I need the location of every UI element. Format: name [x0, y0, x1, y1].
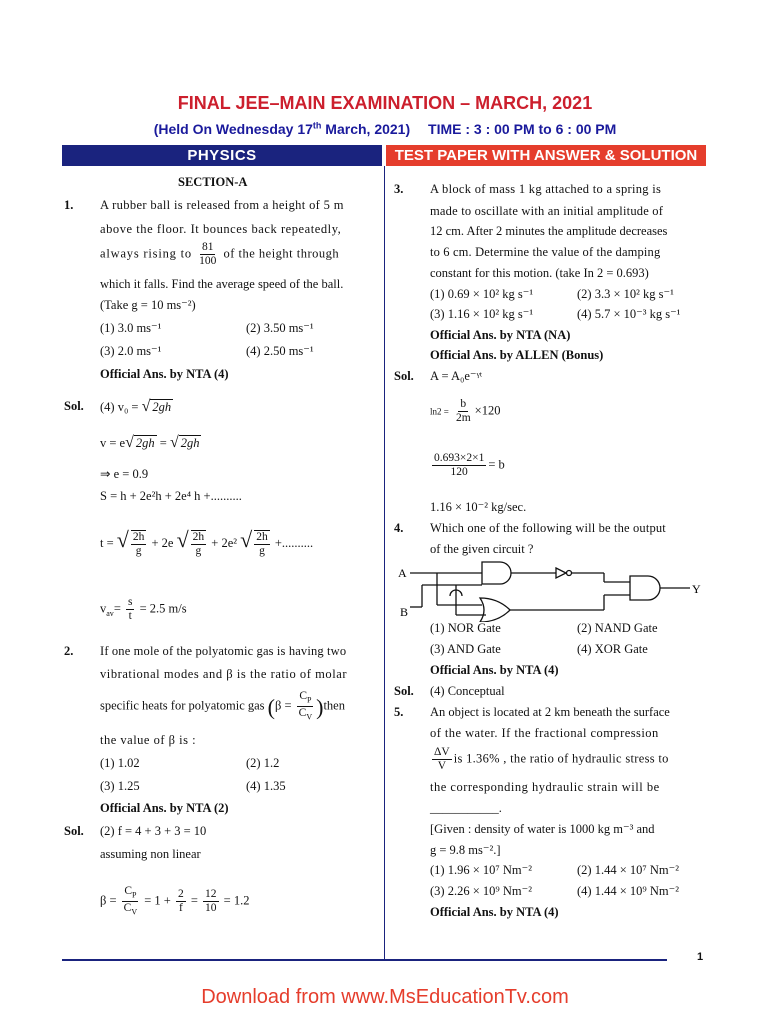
output-y-label: Y — [692, 582, 701, 596]
q1-line2: above the floor. It bounces back repeatedly, — [100, 222, 342, 236]
q1-line5: (Take g = 10 ms⁻²) — [100, 298, 196, 312]
q1-line1: A rubber ball is released from a height of 5 m — [100, 198, 344, 212]
solution-label: Sol. — [64, 399, 84, 413]
question-number: 2. — [64, 644, 74, 658]
q3-line1: A block of mass 1 kg attached to a spring is — [430, 182, 662, 196]
sol2-line1: (2) f = 4 + 3 + 3 = 10 — [100, 824, 207, 838]
q1-option-4: (4) 2.50 ms⁻¹ — [246, 344, 314, 358]
q5-line2: of the water. If the fractional compression — [430, 726, 659, 740]
input-a-label: A — [398, 566, 407, 580]
download-link[interactable]: Download from www.MsEducationTv.com — [201, 986, 569, 1008]
question-number: 5. — [394, 705, 404, 719]
q4-option-4: (4) XOR Gate — [577, 642, 648, 656]
sol3-line4: 1.16 × 10⁻² kg/sec. — [430, 500, 527, 514]
q4-line1: Which one of the following will be the output — [430, 521, 666, 535]
held-date: (Held On Wednesday 17th March, 2021) — [153, 120, 411, 137]
q3-option-4: (4) 5.7 × 10⁻³ kg s⁻¹ — [577, 307, 681, 321]
exam-subtitle — [0, 120, 770, 137]
subject-bar: PHYSICS — [62, 145, 382, 166]
page-number: 1 — [697, 951, 704, 963]
sol1-line5: t = √ $\frac{2h}{g}$ + 2e √ $\frac{2h}{g}$ + 2e² √ $\frac{2h}{g}$ +.......... — [100, 526, 314, 557]
sol2-line3: β = $\frac{C_P}{C_V}$ = 1 + $\frac{2}{f}$ = $\frac{12}{10}$ = 1.2 — [100, 885, 250, 917]
q5-line7: g = 9.8 ms⁻².] — [430, 843, 501, 857]
q3-option-2: (2) 3.3 × 10² kg s⁻¹ — [577, 287, 674, 301]
logic-circuit-diagram — [394, 558, 714, 622]
exam-time: TIME : 3 : 00 PM to 6 : 00 PM — [428, 120, 617, 137]
solution-label: Sol. — [394, 369, 414, 383]
q2-option-4: (4) 1.35 — [246, 779, 286, 793]
q1-option-2: (2) 3.50 ms⁻¹ — [246, 321, 314, 335]
q2-line3: specific heats for polyatomic gas (β = $\frac{C_P}{C_V}$ )then — [100, 690, 345, 722]
q2-line2: vibrational modes and β is the ratio of molar — [100, 667, 348, 681]
q4-line2: of the given circuit ? — [430, 542, 534, 556]
q4-option-3: (3) AND Gate — [430, 642, 501, 656]
q4-option-2: (2) NAND Gate — [577, 621, 658, 635]
q3-line5: constant for this motion. (take In 2 = 0.693) — [430, 266, 649, 280]
q5-option-1: (1) 1.96 × 10⁷ Nm⁻² — [430, 863, 532, 877]
q1-line4: which it falls. Find the average speed of the ball. — [100, 277, 344, 291]
footer-rule — [62, 959, 667, 961]
sol3-line1: A = A₀e⁻ᵞᵗ — [430, 369, 483, 383]
sol4-line1: (4) Conceptual — [430, 684, 505, 698]
q5-official-answer: Official Ans. by NTA (4) — [430, 905, 559, 919]
question-number: 3. — [394, 182, 404, 196]
paper-bar: TEST PAPER WITH ANSWER & SOLUTION — [386, 145, 706, 166]
exam-title: FINAL JEE–MAIN EXAMINATION – MARCH, 2021 — [177, 93, 593, 113]
sol1-line6: $v_{av}=$ $\frac{s}{t}$ = 2.5 m/s — [100, 596, 187, 622]
q3-official-nta: Official Ans. by NTA (NA) — [430, 328, 571, 342]
sol1-line3: ⇒ e = 0.9 — [100, 467, 149, 481]
q5-option-3: (3) 2.26 × 10⁹ Nm⁻² — [430, 884, 532, 898]
input-b-label: B — [400, 605, 409, 619]
q3-official-allen: Official Ans. by ALLEN (Bonus) — [430, 348, 604, 362]
q5-option-2: (2) 1.44 × 10⁷ Nm⁻² — [577, 863, 679, 877]
q1-option-1: (1) 3.0 ms⁻¹ — [100, 321, 162, 335]
q2-official-answer: Official Ans. by NTA (2) — [100, 801, 229, 815]
q4-official-answer: Official Ans. by NTA (4) — [430, 663, 559, 677]
section-heading: SECTION-A — [178, 175, 248, 189]
q2-line1: If one mole of the polyatomic gas is having two — [100, 644, 347, 658]
solution-label: Sol. — [64, 824, 84, 838]
question-number: 1. — [64, 198, 74, 212]
sol1-line4: S = h + 2e²h + 2e⁴ h +.......... — [100, 489, 242, 503]
q2-option-3: (3) 1.25 — [100, 779, 140, 793]
question-number: 4. — [394, 521, 404, 535]
q4-option-1: (1) NOR Gate — [430, 621, 501, 635]
q1-option-3: (3) 2.0 ms⁻¹ — [100, 344, 162, 358]
sol1-line1: (4) v₀ = √ 2gh — [100, 398, 172, 415]
sol1-line2: v = e√ 2gh = √ 2gh — [100, 434, 200, 451]
sol3-line2: ln2 = $\frac{b}{2m}$ ×120 — [430, 398, 501, 424]
q3-line4: to 6 cm. Determine the value of the damping — [430, 245, 661, 259]
q3-line2: made to oscillate with an initial amplitude of — [430, 204, 664, 218]
q5-line4: the corresponding hydraulic strain will be — [430, 780, 660, 794]
q2-option-2: (2) 1.2 — [246, 756, 280, 770]
sol3-line3: $\frac{0.693\times 2\times 1}{120}$ = b — [434, 452, 505, 478]
fraction: $\frac{81}{100}$ — [199, 241, 217, 267]
q5-line3: $\frac{\Delta V}{V}$ is 1.36% , the ratio of hydraulic stress to — [434, 746, 669, 772]
sol2-line2: assuming non linear — [100, 847, 201, 861]
q3-option-1: (1) 0.69 × 10² kg s⁻¹ — [430, 287, 534, 301]
q3-option-3: (3) 1.16 × 10² kg s⁻¹ — [430, 307, 534, 321]
q3-line3: 12 cm. After 2 minutes the amplitude decreases — [430, 224, 668, 238]
q5-line1: An object is located at 2 km beneath the surface — [430, 705, 670, 719]
q2-option-1: (1) 1.02 — [100, 756, 140, 770]
q5-option-4: (4) 1.44 × 10⁹ Nm⁻² — [577, 884, 679, 898]
q5-line5: ___________. — [430, 801, 502, 815]
q1-line3: always rising to $\frac{81}{100}$ of the height through — [100, 241, 340, 267]
column-divider — [384, 166, 385, 960]
q5-line6: [Given : density of water is 1000 kg m⁻³ and — [430, 822, 655, 836]
q1-official-answer: Official Ans. by NTA (4) — [100, 367, 229, 381]
solution-label: Sol. — [394, 684, 414, 698]
q2-line4: the value of β is : — [100, 733, 197, 747]
